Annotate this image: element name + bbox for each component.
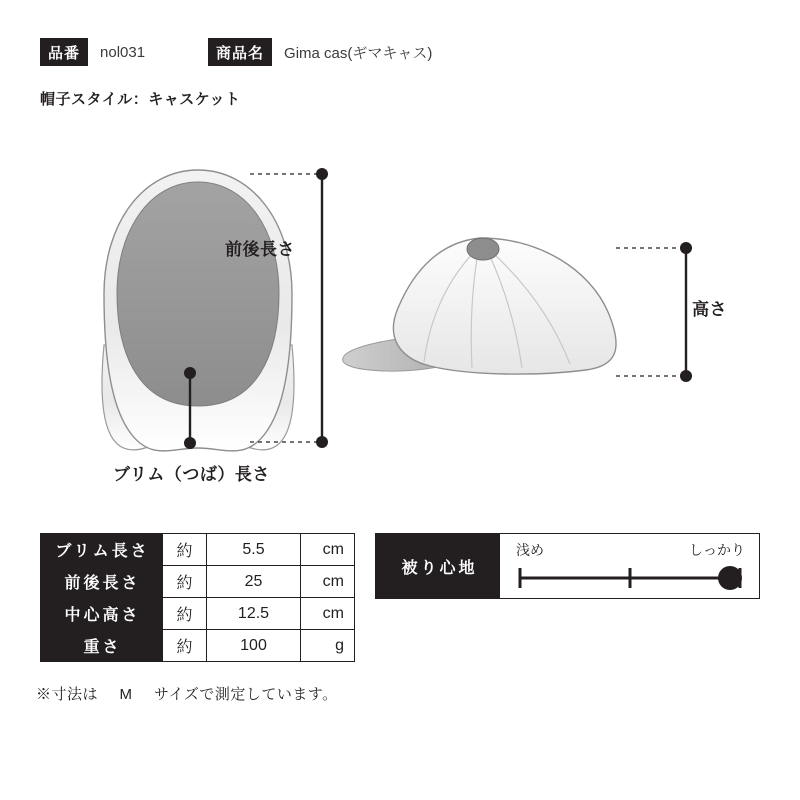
fit-gauge (375, 533, 760, 599)
table-row (41, 566, 355, 598)
table-row (41, 598, 355, 630)
spec-approx: 約 (163, 630, 207, 662)
cap-side-view (343, 238, 616, 374)
spec-unit: cm (301, 534, 355, 566)
cap-top-view (102, 170, 294, 451)
fit-scale-max-label: しっかり (689, 542, 745, 558)
height-dimension (616, 242, 692, 382)
label-brim-length: ブリム（つば）長さ (113, 465, 270, 484)
spec-table (40, 533, 355, 662)
spec-value: 25 (207, 566, 301, 598)
fit-gauge-label: 被り心地 (376, 534, 500, 598)
spec-value: 100 (207, 630, 301, 662)
hat-style-line: 帽子スタイル：キャスケット (40, 91, 241, 108)
product-code-value: nol031 (100, 43, 146, 61)
note-size: M (119, 686, 133, 703)
diagram-svg (0, 130, 800, 500)
table-row (41, 630, 355, 662)
product-name-label: 商品名 (208, 38, 272, 66)
product-code-label: 品番 (40, 38, 88, 66)
spec-value: 12.5 (207, 598, 301, 630)
spec-approx: 約 (163, 534, 207, 566)
fit-scale-svg (502, 558, 760, 598)
fit-scale-min-label: 浅め (516, 542, 544, 558)
spec-name: 前後長さ (41, 566, 163, 598)
product-name-value: Gima cas(ギマキャス) (284, 44, 433, 62)
spec-name: ブリム長さ (41, 534, 163, 566)
spec-approx: 約 (163, 598, 207, 630)
label-front-back-length: 前後長さ (225, 240, 295, 259)
spec-unit: cm (301, 598, 355, 630)
measurement-note (36, 683, 338, 704)
label-height: 高さ (692, 300, 727, 319)
spec-unit: cm (301, 566, 355, 598)
spec-name: 重さ (41, 630, 163, 662)
table-row (41, 534, 355, 566)
measurement-diagram (0, 130, 800, 500)
spec-approx: 約 (163, 566, 207, 598)
spec-value: 5.5 (207, 534, 301, 566)
spec-name: 中心高さ (41, 598, 163, 630)
product-header (40, 38, 760, 66)
fit-gauge-scale (500, 534, 759, 598)
note-suffix: サイズで測定しています。 (154, 686, 338, 703)
note-prefix: ※寸法は (36, 686, 99, 703)
spec-unit: g (301, 630, 355, 662)
